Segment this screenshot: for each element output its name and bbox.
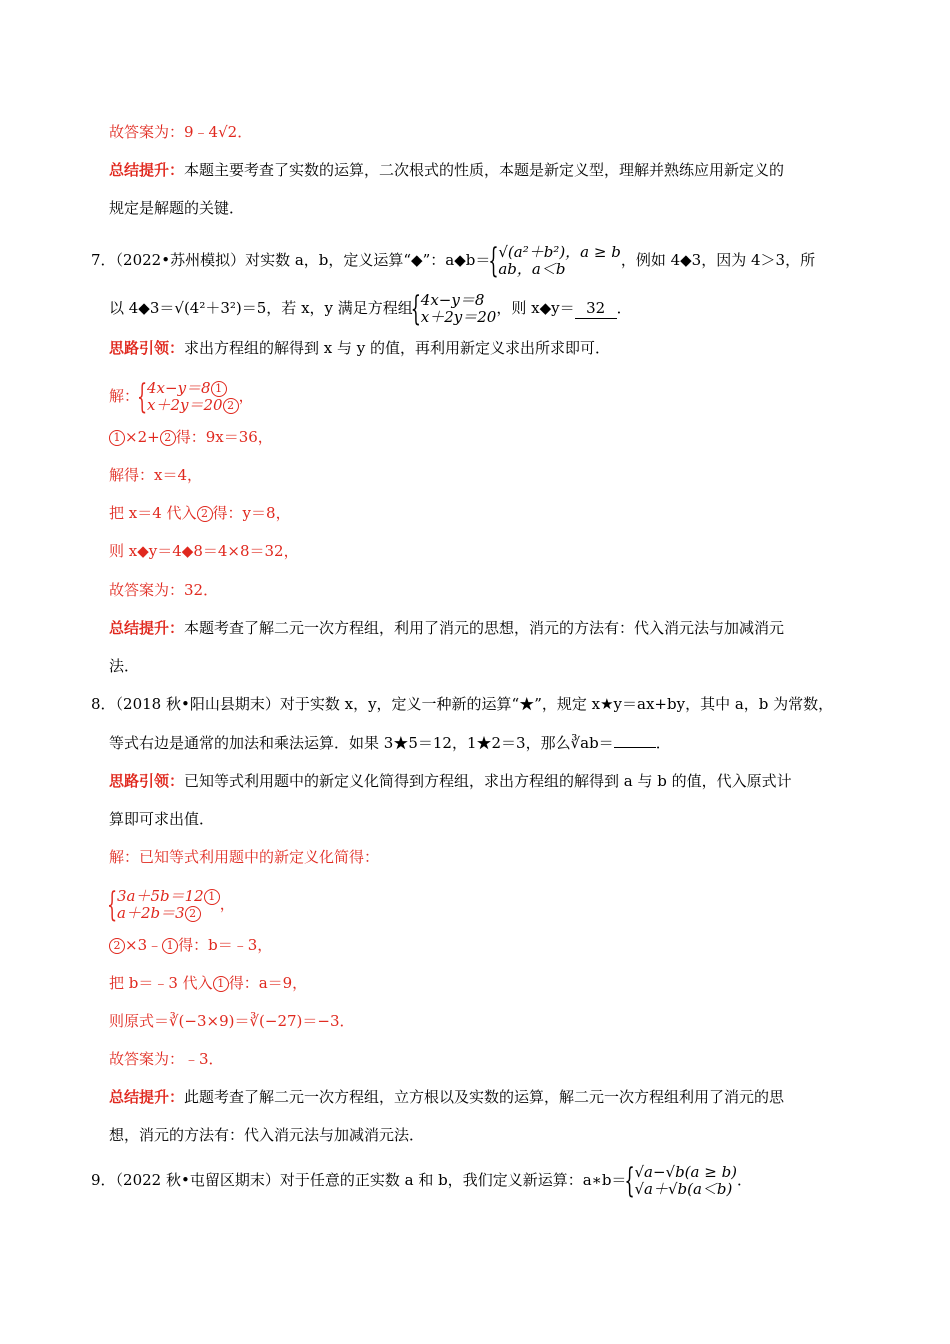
summary-text: 本题考查了解二元一次方程组，利用了消元的思想，消元的方法有：代入消元法与加减消元 [184, 619, 785, 637]
q9-stem: （2022 秋•屯留区期末）对于任意的正实数 a 和 b，我们定义新运算：a∗b＝ [115, 1171, 627, 1189]
step1-result: 得：9x＝36， [175, 428, 273, 446]
q7-answer: 故答案为：32． [109, 581, 219, 599]
sol-eq1 [147, 380, 239, 397]
circled-2: 2 [109, 938, 125, 954]
q8-stem: （2018 秋•阳山县期末）对于实数 x，y，定义一种新的运算“★”，规定 x★y＝ax+by，其中 a，b 为常数， [115, 695, 834, 713]
q7-stem-tail: ，例如 4◆3，因为 4＞3，所 [620, 251, 816, 269]
piecewise-case1: { √(a²＋b²)，a ≥ b [498, 243, 621, 261]
q7-line2 [109, 292, 632, 326]
question-number: 9． [91, 1171, 116, 1189]
sol-eq1 [117, 888, 220, 905]
system-eq2: x＋2y＝20 [420, 308, 497, 326]
sol-eq2 [117, 905, 220, 922]
summary-label: 总结提升： [109, 1088, 185, 1106]
q9-piecewise [626, 1164, 737, 1198]
piecewise-case1: { √a−√b(a ≥ b) [634, 1163, 738, 1181]
q7-ask: ，则 x◆y＝ [496, 299, 575, 317]
q7-step1 [109, 427, 273, 447]
q7-step4: 则 x◆y＝4◆8＝4×8＝32， [109, 542, 299, 560]
hint-text: 已知等式利用题中的新定义化简得到方程组，求出方程组的解得到 a 与 b 的值，代入原式计 [184, 772, 792, 790]
q6-answer: 故答案为：9﹣4√2． [109, 123, 253, 141]
step2-pre: 把 b＝﹣3 代入 [109, 974, 213, 992]
q8-line2 [109, 733, 671, 753]
summary-label: 总结提升： [109, 619, 185, 637]
q8-hint-line1 [109, 771, 792, 791]
circled-1: 1 [213, 976, 229, 992]
sol-comma: ， [238, 387, 254, 405]
answer-blank [614, 747, 656, 748]
q8-stem-2: 等式右边是通常的加法和乘法运算．如果 3★5＝12，1★2＝3，那么∛ab＝ [109, 734, 614, 752]
q6-summary-line1 [109, 160, 784, 180]
sol-eq1-text: 3a＋5b＝12 [117, 887, 204, 905]
q8-solution-system [109, 888, 235, 922]
solution-label: 解： [109, 387, 140, 405]
hint-label: 思路引领： [109, 772, 185, 790]
sol-eq1-text: 4x−y＝8 [147, 379, 211, 397]
q8-line1 [91, 694, 833, 714]
q7-step2: 解得：x＝4， [109, 466, 203, 484]
q7-step3 [109, 503, 291, 523]
sol-eq2-text: a＋2b＝3 [117, 904, 185, 922]
q8-solution-intro: 解：已知等式利用题中的新定义化简得： [109, 848, 380, 866]
circled-1: 1 [162, 938, 178, 954]
q8-step1 [109, 935, 272, 955]
q8-hint-line2: 算即可求出值． [109, 810, 215, 828]
q8-period: ． [655, 734, 671, 752]
q6-summary-line2: 规定是解题的关键． [109, 199, 245, 217]
q8-step3: 则原式＝∛(−3×9)＝∛(−27)＝−3． [109, 1012, 355, 1030]
system-eq1: { 4x−y＝8 [420, 291, 485, 309]
question-number: 7． [91, 251, 116, 269]
circled-2: 2 [223, 398, 239, 414]
summary-text: 本题主要考查了实数的运算，二次根式的性质，本题是新定义型，理解并熟练应用新定义的 [184, 161, 785, 179]
question-number: 8． [91, 695, 116, 713]
step2-post: 得：a＝9， [228, 974, 308, 992]
step1-op: ×2+ [125, 428, 160, 446]
q7-hint [109, 338, 610, 358]
q7-example: 以 4◆3＝√(4²＋3²)＝5，若 x，y 满足方程组 [109, 299, 413, 317]
sol-comma: ， [219, 895, 235, 913]
q9-line1 [91, 1164, 752, 1198]
summary-text: 此题考查了解二元一次方程组，立方根以及实数的运算，解二元一次方程组利用了消元的思 [184, 1088, 785, 1106]
circled-1: 1 [204, 889, 220, 905]
q7-line1 [91, 244, 815, 278]
hint-text: 求出方程组的解得到 x 与 y 的值，再利用新定义求出所求即可． [184, 339, 611, 357]
step1-op: ×3﹣ [125, 936, 163, 954]
q7-summary-line1 [109, 618, 784, 638]
step3-post: 得：y＝8， [212, 504, 291, 522]
q8-answer: 故答案为：﹣3． [109, 1050, 224, 1068]
q7-piecewise [490, 244, 620, 278]
q7-system [413, 292, 497, 326]
piecewise-case2: √a＋√b(a＜b) [634, 1180, 733, 1198]
q7-solution-system [109, 380, 254, 414]
circled-2: 2 [160, 430, 176, 446]
hint-label: 思路引领： [109, 339, 185, 357]
q9-period: ． [737, 1171, 753, 1189]
step3-pre: 把 x＝4 代入 [109, 504, 197, 522]
q8-step2 [109, 973, 307, 993]
answer-blank: 32 [575, 298, 617, 319]
q8-summary-line1 [109, 1087, 784, 1107]
circled-2: 2 [185, 906, 201, 922]
q7-summary-line2: 法． [109, 657, 140, 675]
summary-label: 总结提升： [109, 161, 185, 179]
solution-system [139, 380, 239, 414]
step1-result: 得：b＝﹣3， [178, 936, 273, 954]
circled-2: 2 [197, 506, 213, 522]
circled-1: 1 [109, 430, 125, 446]
solution-system [109, 888, 220, 922]
sol-eq2-text: x＋2y＝20 [147, 396, 223, 414]
q8-summary-line2: 想，消元的方法有：代入消元法与加减消元法． [109, 1126, 425, 1144]
q7-stem: （2022•苏州模拟）对实数 a，b，定义运算“◆”：a◆b＝ [115, 251, 491, 269]
circled-1: 1 [211, 381, 227, 397]
sol-eq2 [147, 397, 239, 414]
q7-period: ． [616, 299, 632, 317]
piecewise-case2: ab，a＜b [498, 260, 566, 278]
